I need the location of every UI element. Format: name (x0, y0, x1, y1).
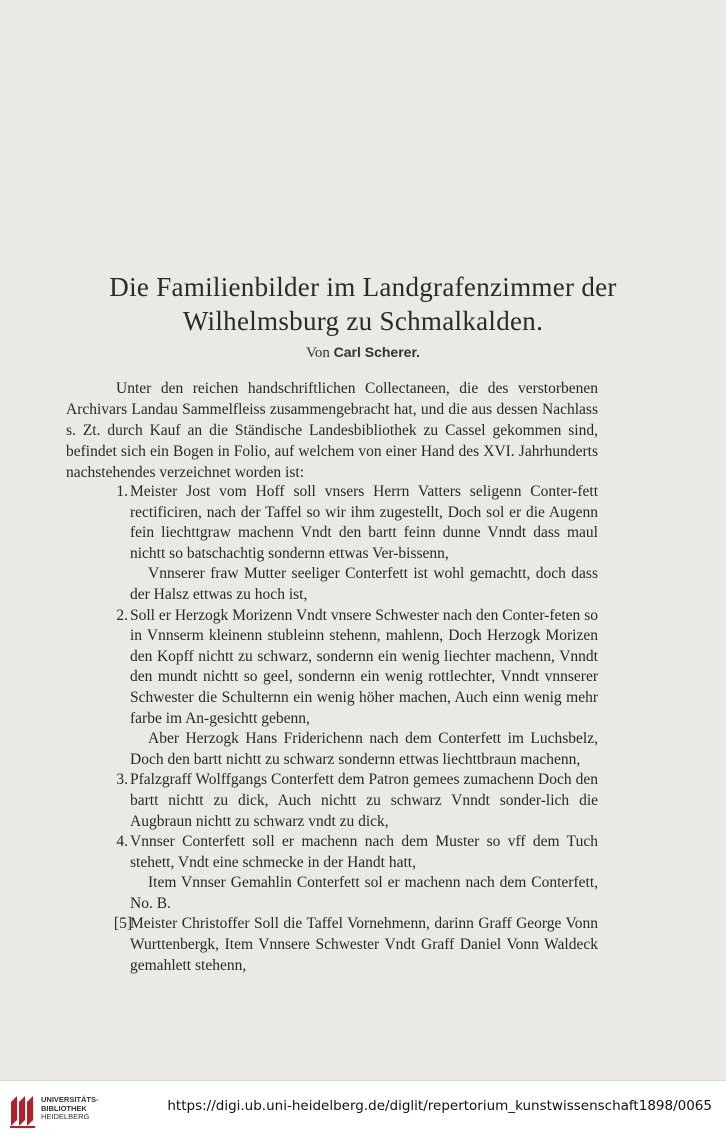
item-continuation: Vnnserer fraw Mutter seeliger Conterfett ist wohl gemachtt, doch dass der Halsz ettwas zu hoch ist, (130, 565, 598, 603)
item-text: Soll er Herzogk Morizenn Vndt vnsere Schwester nach den Conter-feten so in Vnnserm kleinenn stubleinn stehenn, mahlenn, Doch Herzogk Morizen den Kopff nichtt zu schwarz, sondernn ein wenig liechter machenn, Vnndt den mundt nichtt so geel, sondernn ein wenig rottlechter, Vnndt vnnserer Schwester die Schulternn ein wenig höher machen, Auch einn wenig mehr farbe im An-gesichtt gebenn, (130, 606, 598, 727)
item-number: 3. (116, 771, 128, 789)
title-line-2: Wilhelmsburg zu Schmalkalden. (182, 306, 544, 336)
item-text: Vnnser Conterfett soll er machenn nach dem Muster so vff dem Tuch stehett, Vndt eine schmecke in der Handt hatt, (130, 833, 598, 871)
title-line-1: Die Familienbilder im Landgrafenzimmer der (109, 272, 617, 302)
numbered-list (66, 482, 598, 976)
library-name (41, 1096, 99, 1122)
list-item (66, 832, 598, 914)
item-number: [5] (113, 915, 132, 933)
library-line-1: UNIVERSITÄTS- (41, 1095, 99, 1104)
item-text: Meister Jost vom Hoff soll vnsers Herrn Vatters seligenn Conter-fett rectificiren, nach der Taffel so wir ihm zugestellt, Doch sol er die Augenn fein liechttgraw machenn Vndt den bartt feinn dunne Vnndt dass maul nichtt so batschachtig sondernn ettwas Ver-bissenn, (130, 483, 598, 562)
library-line-3: HEIDELBERG (41, 1112, 90, 1122)
author-name: Carl Scherer. (333, 344, 421, 360)
permalink-url[interactable]: https://digi.ub.uni-heidelberg.de/diglit/repertorium_kunstwissenschaft1898/0065 (167, 1098, 712, 1114)
item-number: 1. (116, 483, 128, 500)
item-number: 4. (116, 833, 128, 851)
list-item (66, 770, 598, 832)
list-item (66, 482, 598, 606)
item-text: Pfalzgraff Wolffgangs Conterfett dem Patron gemees zumachenn Doch den bartt nichtt zu dick, Auch nichtt zu schwarz Vnndt sonder-lich die Augbraun nichtt zu schwarz vndt zu dick, (130, 771, 598, 830)
intro-paragraph: Unter den reichen handschriftlichen Collectaneen, die des verstorbenen Archivars Landau Sammelfleiss zusammengebracht hat, und die aus dessen Nachlass s. Zt. durch Kauf an die Ständische Landesbibliothek zu Cassel gekommen sind, befindet sich ein Bogen in Folio, auf welchem von einer Hand des XVI. Jahrhunderts nachstehendes verzeichnet worden ist: (66, 380, 598, 482)
item-continuation: Aber Herzogk Hans Friderichenn nach dem Conterfett im Luchsbelz, Doch den bartt nichtt zu schwarz sondernn ettwas liechttbraun machenn, (130, 730, 598, 768)
article-title (40, 270, 686, 338)
list-item (66, 914, 598, 976)
ub-heidelberg-logo-icon[interactable] (8, 1093, 38, 1129)
item-number: 2. (116, 606, 128, 624)
list-item (66, 606, 598, 771)
item-text: Meister Christoffer Soll die Taffel Vornehmenn, darinn Graff George Vonn Wurttenbergk, Item Vnnsere Schwester Vndt Graff Daniel Vonn Waldeck gemahlett stehenn, (130, 915, 598, 974)
library-line-2: BIBLIOTHEK (41, 1103, 87, 1113)
byline (0, 344, 726, 362)
viewer-footer (0, 1080, 726, 1137)
byline-prefix: Von (305, 345, 330, 361)
item-continuation: Item Vnnser Gemahlin Conterfett sol er machenn nach dem Conterfett, No. B. (130, 874, 598, 912)
